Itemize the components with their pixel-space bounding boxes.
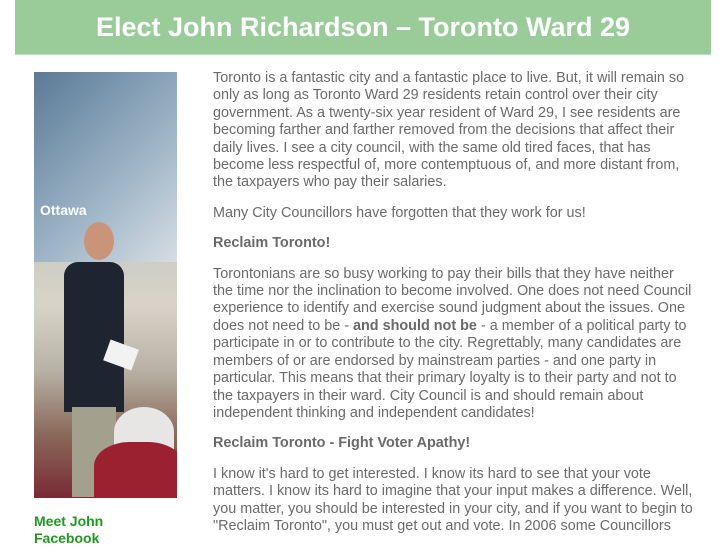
councillors-paragraph: Many City Councillors have forgotten that they work for us!: [213, 204, 586, 221]
section-heading-reclaim: Reclaim Toronto!: [213, 235, 331, 252]
meet-john-link[interactable]: Meet John: [34, 513, 104, 529]
intro-paragraph: Toronto is a fantastic city and a fantastic place to live. But, it will remain so only as long as Toronto Ward 29 residents retain control over their city government. As a twenty-six year resident of Ward 29, I see residents are becoming farther and farther removed from the decisions that affect their daily lives. I see a city council, with the same old tired faces, that has become less respectful of, more contemptuous of, and more distant from, the taxpayers who pay their salaries.: [213, 70, 685, 191]
screen-text: Ottawa: [40, 202, 87, 218]
site-header: [15, 0, 711, 55]
apathy-paragraph: I know it's hard to get interested. I know its hard to see that your vote matters. I know its hard to imagine that your input makes a difference. Well, you matter, you should be interested in your city, and if you want to begin to "Reclaim Toronto", you must get out and vote. In 2006 some Councillors: [213, 465, 693, 534]
emphasis-text: and should not be: [353, 317, 477, 334]
sidebar-links: [34, 513, 103, 547]
torontonians-paragraph: [213, 266, 695, 423]
audience-shirt: [94, 442, 177, 498]
facebook-link[interactable]: Facebook: [34, 530, 100, 546]
page-title: Elect John Richardson – Toronto Ward 29: [95, 11, 631, 42]
section-heading-apathy: Reclaim Toronto - Fight Voter Apathy!: [213, 435, 471, 452]
candidate-photo: [34, 72, 177, 498]
text-span: Torontonians are so busy working to pay their bills that they have neither the time nor the inclination to become involved. One does not need Council experience to identify and exercise sound judgment about the issues. One does not need to be -: [213, 265, 692, 334]
main-content: [213, 70, 695, 548]
text-span: - a member of a political party to participate in or to contribute to the city. Regrettably, many candidates are members of or are endorsed by mainstream parties - and one party in particular. This means that their primary loyalty is to their party and not to the taxpayers in their ward. City Council is and should remain about independent thinking and independent candidates!: [213, 317, 687, 421]
